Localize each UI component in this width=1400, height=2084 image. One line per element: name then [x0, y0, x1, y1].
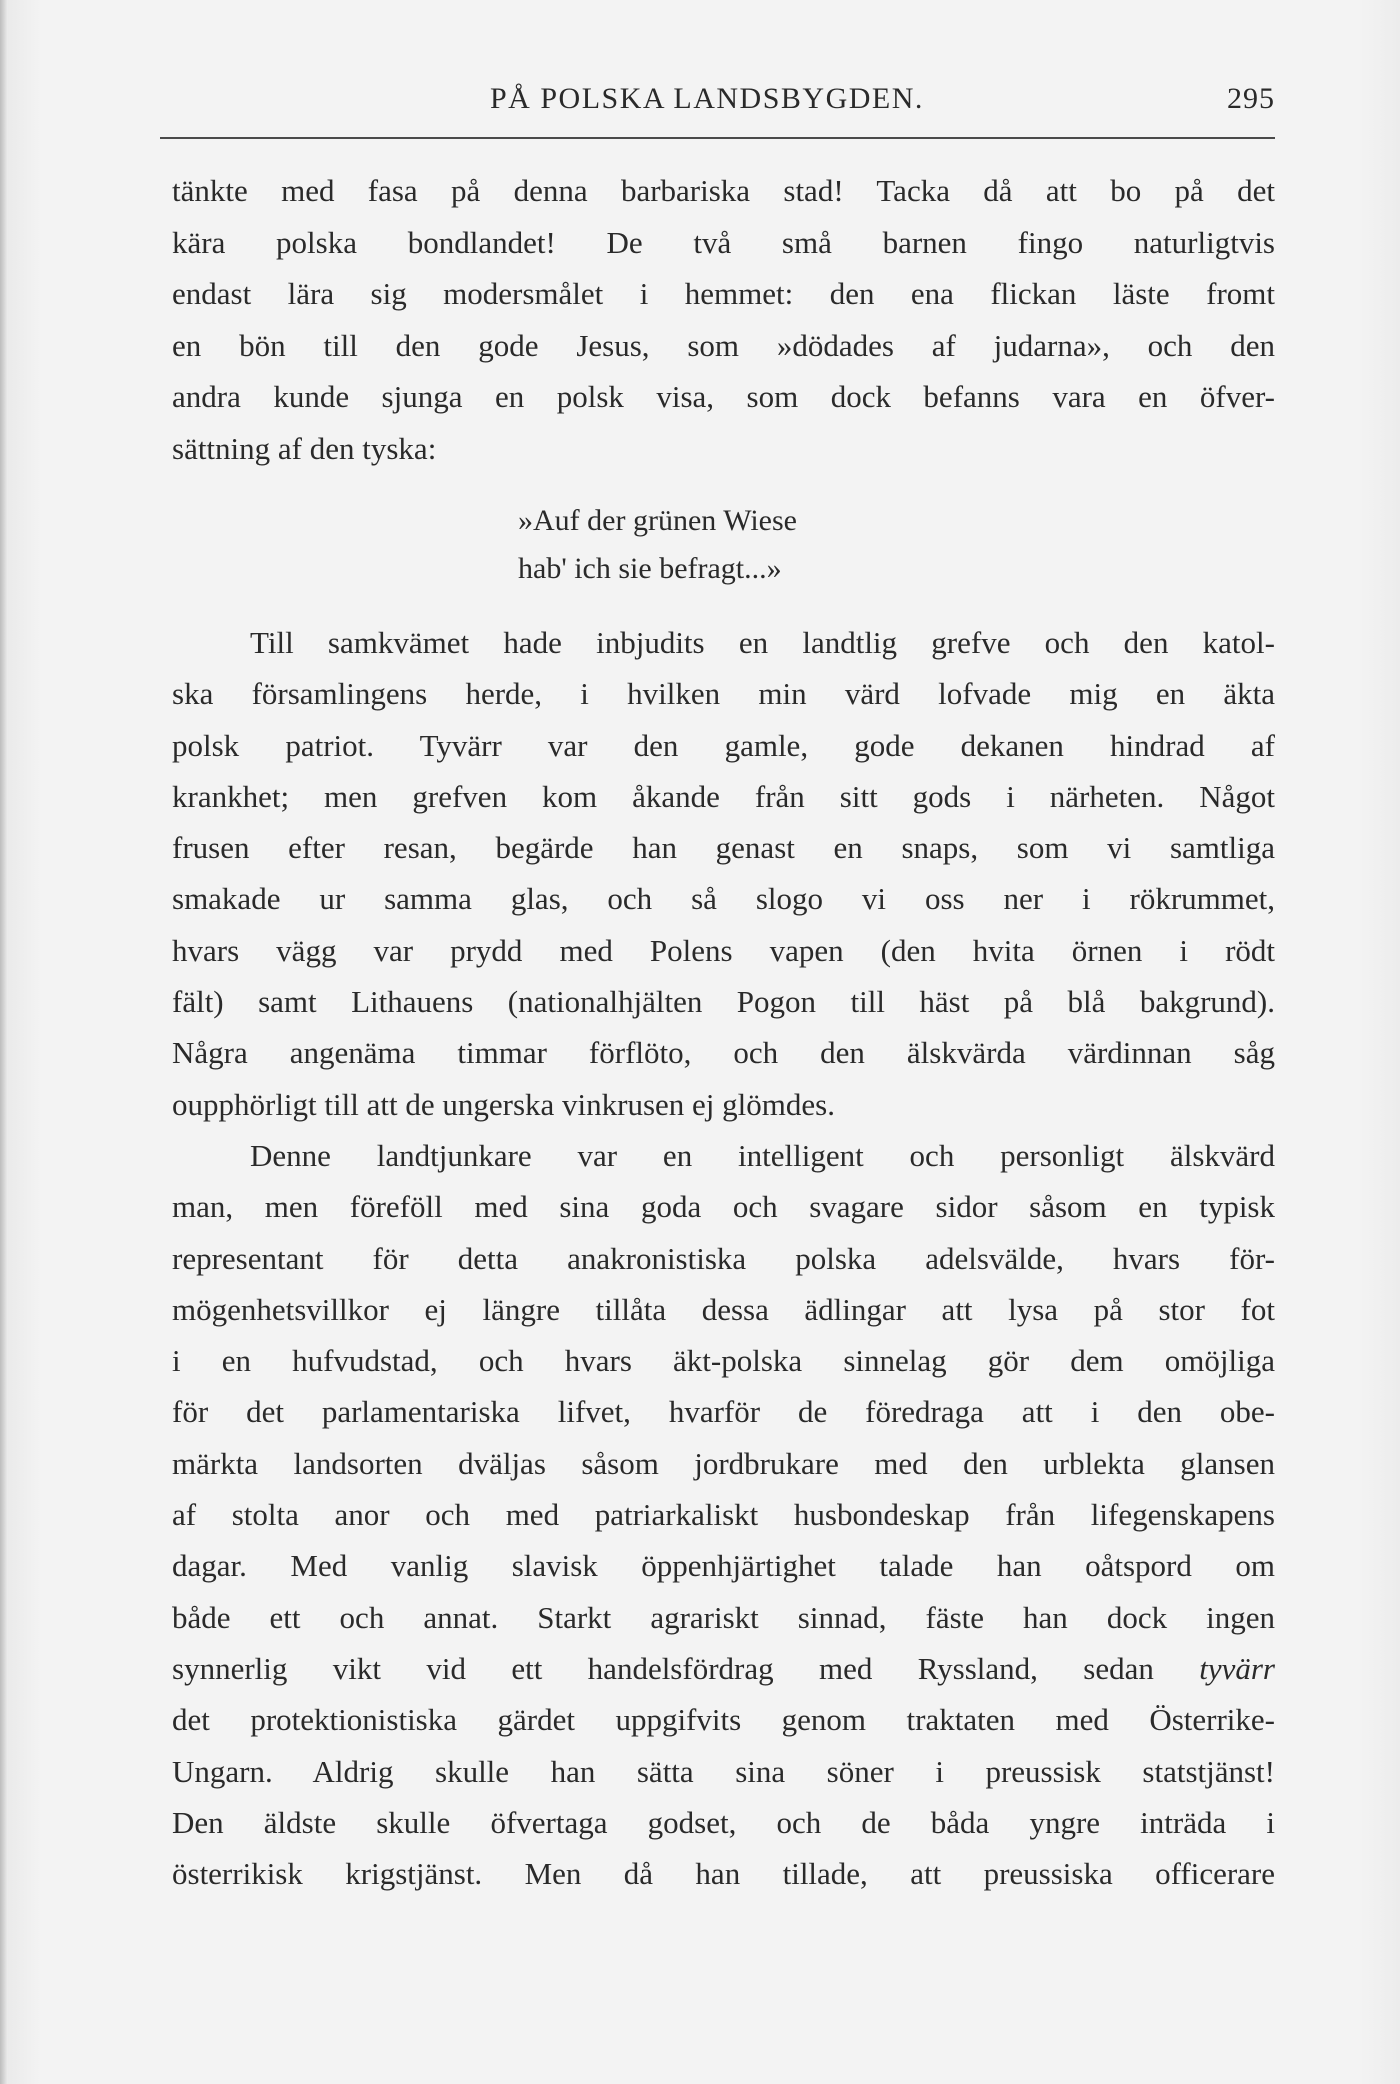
verse-quote [518, 497, 797, 593]
text-line: krankhet; men grefven kom åkande från sitt gods i närheten. Något [172, 778, 1275, 814]
italic-word: tyvärr [1199, 1650, 1275, 1686]
verse-line: hab' ich sie befragt...» [518, 552, 782, 585]
text-line: för det parlamentariska lifvet, hvarför de föredraga att i den obe- [172, 1394, 1275, 1430]
text-line: österrikisk krigstjänst. Men då han tillade, att preussiska officerare [172, 1856, 1275, 1892]
text-line: hvars vägg var prydd med Polens vapen (den hvita örnen i rödt [172, 932, 1275, 968]
paragraphs-2-3 [172, 617, 1275, 1899]
text-line: i en hufvudstad, och hvars äkt-polska sinnelag gör dem omöjliga [172, 1343, 1275, 1379]
text-line: sättning af den tyska: [172, 430, 437, 466]
text-line: Några angenäma timmar förflöto, och den älskvärda värdinnan såg [172, 1035, 1275, 1071]
text-line: fält) samt Lithauens (nationalhjälten Pogon till häst på blå bakgrund). [172, 984, 1275, 1020]
text-line: af stolta anor och med patriarkaliskt husbondeskap från lifegenskapens [172, 1497, 1275, 1533]
text-line: Till samkvämet hade inbjudits en landtlig grefve och den katol- [250, 625, 1275, 660]
header-rule [160, 137, 1275, 139]
text-line: mögenhetsvillkor ej längre tillåta dessa ädlingar att lysa på stor fot [172, 1291, 1275, 1327]
text-line: polsk patriot. Tyvärr var den gamle, gode dekanen hindrad af [172, 727, 1275, 763]
page-header [160, 78, 1275, 126]
running-title: PÅ POLSKA LANDSBYGDEN. [490, 82, 924, 115]
text-line: smakade ur samma glas, och så slogo vi oss ner i rökrummet, [172, 881, 1275, 917]
text-line: Ungarn. Aldrig skulle han sätta sina söner i preussisk statstjänst! [172, 1753, 1275, 1789]
text-line: tänkte med fasa på denna barbariska stad! Tacka då att bo på det [172, 173, 1275, 208]
text-line: andra kunde sjunga en polsk visa, som dock befanns vara en öfver- [172, 379, 1275, 414]
page-binding-edge [0, 0, 8, 2084]
verse-line: »Auf der grünen Wiese [518, 504, 797, 537]
text-line: man, men föreföll med sina goda och svagare sidor såsom en typisk [172, 1189, 1275, 1225]
text-line: frusen efter resan, begärde han genast en snaps, som vi samtliga [172, 830, 1275, 866]
text-line: representant för detta anakronistiska polska adelsvälde, hvars för- [172, 1240, 1275, 1276]
text-line: ska församlingens herde, i hvilken min värd lofvade mig en äkta [172, 676, 1275, 712]
paragraph-1 [172, 165, 1275, 474]
text-line: Den äldste skulle öfvertaga godset, och de båda yngre inträda i [172, 1804, 1275, 1840]
text-line: både ett och annat. Starkt agrariskt sinnad, fäste han dock ingen [172, 1599, 1275, 1635]
text-line: en bön till den gode Jesus, som »dödades af judarna», och den [172, 327, 1275, 363]
text-line: dagar. Med vanlig slavisk öppenhjärtighet talade han oåtspord om [172, 1548, 1275, 1584]
text-line: det protektionistiska gärdet uppgifvits genom traktaten med Österrike- [172, 1702, 1275, 1738]
text-line-with-italic [172, 1643, 1275, 1694]
text-line: Denne landtjunkare var en intelligent och personligt älskvärd [250, 1137, 1275, 1173]
page-number: 295 [1227, 82, 1275, 115]
text-span: synnerlig vikt vid ett handelsfördrag med Ryssland, sedan [172, 1650, 1200, 1686]
text-line: kära polska bondlandet! De två små barnen fingo naturligtvis [172, 224, 1275, 260]
text-line: endast lära sig modersmålet i hemmet: den ena flickan läste fromt [172, 276, 1275, 311]
text-line: märkta landsorten dväljas såsom jordbrukare med den urblekta glansen [172, 1445, 1275, 1481]
text-line: oupphörligt till att de ungerska vinkrusen ej glömdes. [172, 1086, 835, 1122]
